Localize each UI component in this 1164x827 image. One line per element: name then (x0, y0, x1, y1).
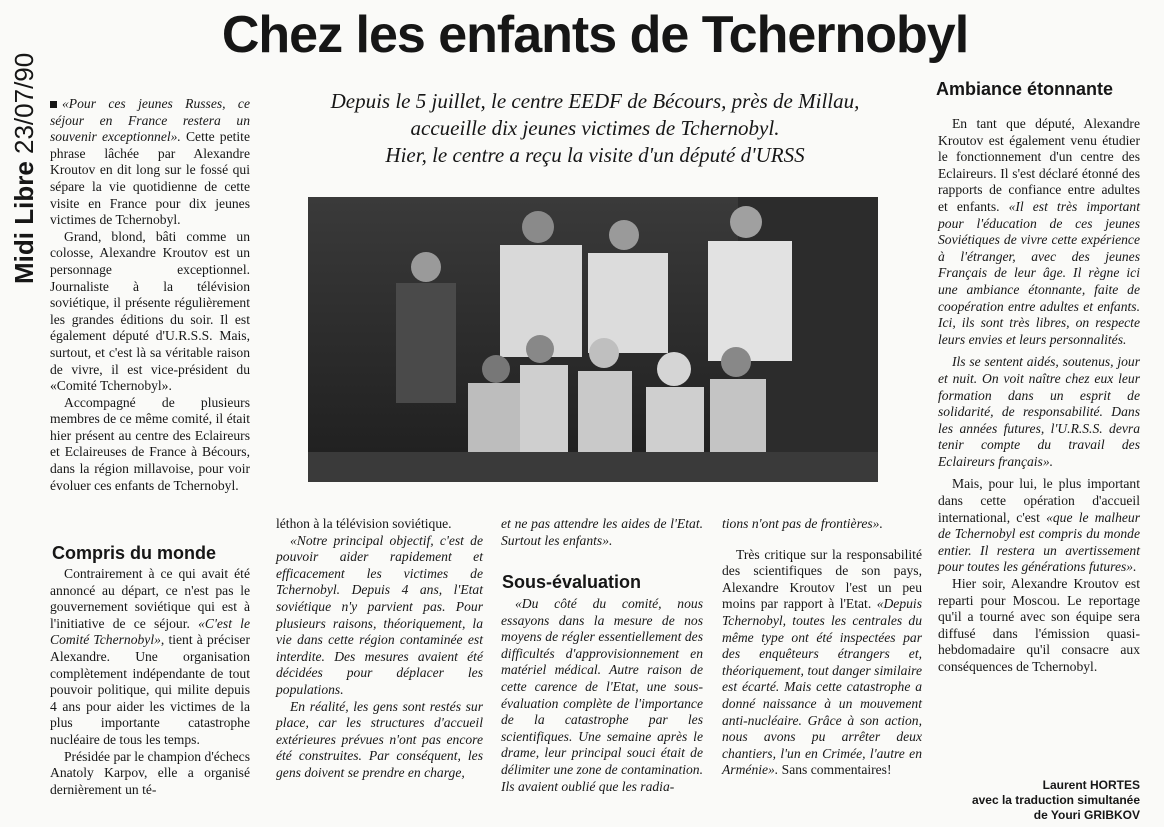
column-3 (501, 516, 703, 549)
subheading-sous-evaluation: Sous-évaluation (502, 572, 642, 592)
quote: «C'est le Comité Tchernobyl» (50, 615, 250, 648)
quote: «que le malheur de Tchernobyl est compris du monde entier. Il restera un avertissement pour toutes les générations futures». (938, 509, 1141, 575)
paragraph-text: , tient à préciser Alexandre. Une organisation complètement indépendante de tout pouvoir politique, qui milite depuis 4 ans pour aider les victimes de la plus importante catastrophe nucléaire de tous les temps. (50, 632, 250, 747)
bullet-square (50, 101, 57, 108)
paragraph: Hier soir, Alexandre Kroutov est reparti pour Moscou. Le reportage qu'il a tourné avec son équipe sera diffusé dans l'émission quasi-hebdomadaire qu'il consacre aux conséquences de Tchernobyl. (938, 576, 1140, 674)
paragraph-text: Contrairement à ce qui avait été annoncé au départ, ce n'est pas le gouvernement soviétique qui est à l'initiative de ce séjour. (50, 566, 250, 631)
paragraph: Grand, blond, bâti comme un colosse, Alexandre Kroutov est un personnage exceptionnel. Journaliste à la télévision soviétique, il présente régulièrement les grandes éditions du soir. Il est également député d'U.R.S.S. Mais, surtout, et c'est là sa véritable raison de vivre, il est vice-président du «Comité Tchernobyl». (50, 228, 250, 394)
paragraph: Présidée par le champion d'échecs Anatoly Karpov, elle a organisé dernièrement un té- (50, 748, 250, 797)
paragraph (938, 116, 1140, 348)
quote-paragraph: et ne pas attendre les aides de l'Etat. Surtout les enfants». (501, 516, 703, 548)
paragraph-text: Très critique sur la responsabilité des scientifiques de son pays, Alexandre Kroutov l'est un peu moins par rapport à l'Etat. (722, 546, 922, 612)
paragraph (938, 476, 1140, 576)
byline-translation: avec la traduction simultanée (971, 793, 1140, 807)
column-2 (276, 516, 483, 782)
subheading-ambiance: Ambiance étonnante (936, 79, 1114, 99)
intro-quote: «Pour ces jeunes Russes, ce séjour en France restera un souvenir exceptionnel». (50, 96, 250, 145)
column-5 (938, 116, 1140, 676)
paragraph (722, 547, 922, 779)
paragraph-text: Sans commentaires! (778, 762, 892, 778)
subheading-compris: Compris du monde (52, 543, 217, 563)
column-3-continued (501, 596, 703, 795)
masthead-side-label (4, 14, 44, 284)
column-1-continued (50, 566, 250, 798)
publication-date: 23/07/90 (9, 52, 39, 154)
quote-paragraph: «Du côté du comité, nous essayons dans la mesure de nos moyens de régler essentiellement des difficultés d'approvisionnement en matériel médical. Autre raison de cette carence de l'Etat, une sous-évaluation complète de l'importance de la catastrophe par les scientifiques. Une semaine après le drame, leur principal souci était de délimiter une zone de contamination. Ils avaient oublié que les radia- (501, 596, 703, 794)
standfirst-line-2: accueille dix jeunes victimes de Tchernobyl. (410, 116, 780, 140)
byline (900, 778, 1140, 823)
byline-author: Laurent HORTES (1042, 778, 1140, 792)
headline: Chez les enfants de Tchernobyl (221, 6, 969, 64)
quote-paragraph: «Notre principal objectif, c'est de pouvoir aider rapidement et efficacement les victimes de Tchernobyl. Depuis 4 ans, l'Etat soviétique n'y parvient pas. Pour plusieurs raisons, théoriquement, la vie dans cette région contaminée est interdite. Des mesures avaient été décidées pour déplacer les populations. (276, 532, 483, 697)
paragraph: Accompagné de plusieurs membres de ce même comité, il était hier présent au centre des Eclaireurs et Eclaireuses de France à Bécours, dans la région millavoise, pour voir évoluer ces enfants de Tchernobyl. (50, 394, 250, 493)
newspaper-name: Midi Libre (9, 161, 39, 284)
standfirst (260, 88, 930, 169)
group-photo-image (308, 197, 878, 482)
paragraph: léthon à la télévision soviétique. (276, 516, 452, 531)
column-1 (50, 96, 250, 494)
paragraph-text: Mais, pour lui, le plus important dans cette opération d'accueil international, c'est (938, 476, 1140, 525)
standfirst-line-3: Hier, le centre a reçu la visite d'un député d'URSS (385, 143, 805, 167)
byline-translator: de Youri GRIBKOV (1033, 808, 1140, 822)
group-photo (308, 197, 878, 482)
quote-paragraph: En réalité, les gens sont restés sur place, car les structures d'accueil extérieures prévues n'ont pas encore été construites. Par conséquent, les gens doivent se prendre en charge, (276, 698, 483, 780)
quote: «Depuis Tchernobyl, toutes les centrales du même type ont été inspectées par des enquêteurs étrangers et, théoriquement, tout danger similaire est écarté. Mais cette catastrophe a donné naissance à un mouvement anti-nucléaire. Grâce à son action, nous avons pu arrêter deux chantiers, l'un en Crimée, l'autre en Arménie». (722, 596, 922, 778)
column-4 (722, 516, 922, 779)
standfirst-line-1: Depuis le 5 juillet, le centre EEDF de Bécours, près de Millau, (330, 89, 860, 113)
intro-text: Cette petite phrase lâchée par Alexandre Kroutov en dit long sur le fossé qui sépare la vie quotidienne de cette visite en France pour dix jeunes victimes de Tchernobyl. (50, 129, 250, 228)
intro-paragraph (50, 96, 250, 229)
quote-paragraph: Ils se sentent aidés, soutenus, jour et nuit. On voit naître chez eux leur formation dans un esprit de solidarité, de responsabilité. Dans les années futures, l'U.R.S.S. devra tenir compte du travail des Eclaireurs français». (938, 354, 1140, 469)
quote-paragraph: tions n'ont pas de frontières». (722, 516, 883, 531)
paragraph-text: En tant que député, Alexandre Kroutov est également venu étudier le fonctionnement d'un centre des Eclaireurs. Il s'est déclaré étonné des rapports de confiance entre adultes et enfants. (938, 116, 1140, 214)
paragraph (50, 566, 250, 749)
quote: «Il est très important pour l'éducation de ces jeunes Soviétiques de vivre cette expérience à l'étranger, avec des jeunes Français de leur âge. Il règne ici une ambiance étonnante, faite de coopération entre adultes et enfants. Ici, ils sont très libres, on respecte leurs envies et leurs personnalités. (938, 198, 1140, 347)
